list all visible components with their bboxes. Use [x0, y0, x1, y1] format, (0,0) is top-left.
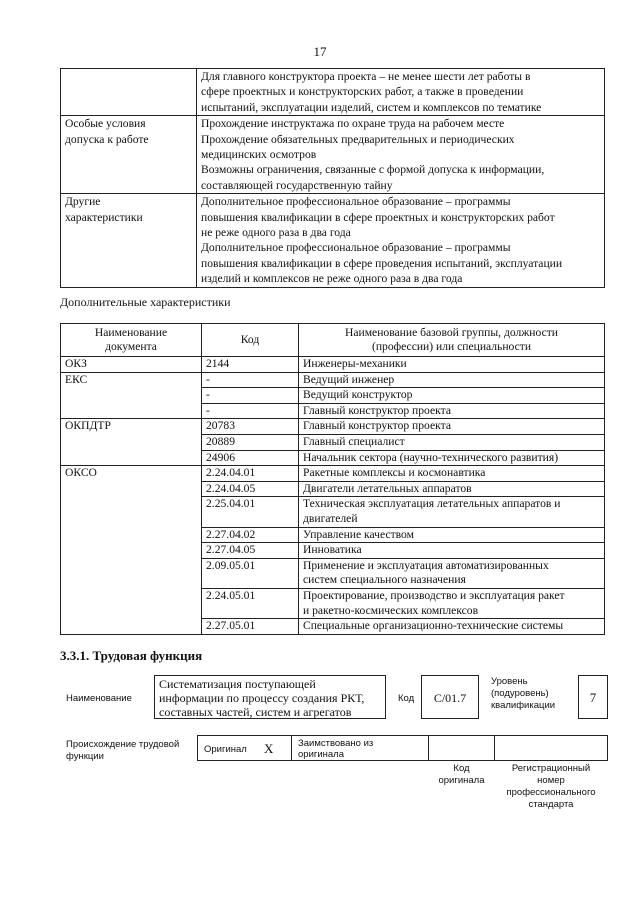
- group-name-line: Проектирование, производство и эксплуатация ракет: [303, 588, 565, 602]
- group-name-cell: [299, 357, 605, 373]
- caption-line: Регистрационный: [511, 763, 591, 774]
- original-mark: X: [264, 741, 274, 756]
- table-row: [61, 372, 605, 388]
- origin-label-line: Происхождение трудовой: [66, 739, 180, 750]
- condition-text-line: изделий и комплексов не реже одного раза в два года: [201, 272, 463, 286]
- code-cell: 2.27.05.01: [202, 619, 299, 635]
- code-cell: 2144: [202, 357, 299, 373]
- conditions-row: [61, 194, 605, 287]
- code-cell: -: [202, 403, 299, 419]
- group-name-line: Применение и эксплуатация автоматизированных: [303, 558, 549, 572]
- origin-label: [66, 739, 179, 763]
- group-name-cell: [299, 372, 605, 388]
- registration-number-caption: [494, 763, 608, 811]
- group-name-line: Главный конструктор проекта: [303, 419, 451, 433]
- group-name-line: Специальные организационно-технические системы: [303, 619, 564, 633]
- group-name-cell: [299, 481, 605, 497]
- qualification-level-label: [491, 676, 555, 712]
- condition-text-line: Для главного конструктора проекта – не менее шести лет работы в: [201, 70, 531, 83]
- code-cell: 2.24.04.01: [202, 466, 299, 482]
- group-name-cell: [299, 588, 605, 618]
- code-cell: 2.09.05.01: [202, 558, 299, 588]
- group-name-line: систем специального назначения: [303, 573, 466, 587]
- group-name-line: Ведущий инженер: [303, 372, 395, 386]
- header-line: Наименование базовой группы, должности: [344, 326, 558, 339]
- group-name-cell: [299, 419, 605, 435]
- group-name-line: Инноватика: [303, 543, 362, 557]
- group-name-line: Ведущий конструктор: [303, 388, 413, 402]
- condition-text-line: составляющей государственную тайну: [201, 178, 393, 192]
- condition-text-line: повышения квалификации в сфере проведения испытаний, эксплуатации: [201, 256, 563, 270]
- group-name-line: Главный специалист: [303, 434, 405, 448]
- function-name-line: информации по процессу создания РКТ,: [159, 691, 365, 705]
- group-name-line: Инженеры-механики: [303, 357, 407, 370]
- conditions-row: [61, 116, 605, 194]
- caption-line: стандарта: [528, 799, 574, 810]
- original-code-cell: [428, 735, 495, 761]
- condition-text-line: сфере проектных и конструкторских работ, а также в проведении: [201, 85, 524, 99]
- function-name-line: составных частей, систем и агрегатов: [159, 705, 352, 719]
- code-cell: 20889: [202, 434, 299, 450]
- page-number: 17: [313, 44, 327, 59]
- code-cell: 2.27.04.05: [202, 543, 299, 559]
- condition-text-line: Возможны ограничения, связанные с формой допуска к информации,: [201, 163, 545, 177]
- header-line: Код: [240, 333, 260, 346]
- group-name-cell: [299, 558, 605, 588]
- function-code-box: C/01.7: [421, 675, 479, 719]
- condition-label-line: характеристики: [65, 210, 143, 224]
- group-name-cell: [299, 543, 605, 559]
- code-cell: 2.24.04.05: [202, 481, 299, 497]
- header-line: (профессии) или специальности: [371, 340, 532, 353]
- group-name-line: Ракетные комплексы и космонавтика: [303, 466, 486, 480]
- registration-number-cell: [494, 735, 608, 761]
- condition-text-line: Дополнительное профессиональное образование – программы: [201, 241, 511, 255]
- document-cell: ЕКС: [61, 372, 202, 419]
- code-cell: 2.24.05.01: [202, 588, 299, 618]
- code-label: Код: [398, 693, 415, 704]
- condition-value-cell: [197, 69, 605, 116]
- borrowed-cell: [291, 735, 429, 761]
- origin-label-line: функции: [66, 751, 104, 762]
- group-name-line: и ракетно-космических комплексов: [303, 603, 479, 617]
- group-name-cell: [299, 527, 605, 543]
- condition-label-cell: [61, 69, 197, 116]
- caption-line: профессионального: [506, 787, 596, 798]
- conditions-row: [61, 69, 605, 116]
- labor-function-title: 3.3.1. Трудовая функция: [60, 648, 203, 663]
- header-code: [202, 324, 299, 357]
- group-name-line: Главный конструктор проекта: [303, 403, 451, 417]
- header-line: Наименование: [94, 326, 168, 339]
- function-name-box: [154, 675, 386, 719]
- code-cell: -: [202, 388, 299, 404]
- condition-value-cell: [197, 194, 605, 287]
- condition-label-cell: [61, 194, 197, 287]
- additional-characteristics-title: Дополнительные характеристики: [60, 295, 231, 309]
- condition-label-cell: [61, 116, 197, 194]
- level-label-line: квалификации: [491, 700, 556, 711]
- condition-text-line: не реже одного раза в два года: [201, 226, 351, 240]
- condition-label-line: Другие: [65, 195, 101, 209]
- document-cell: ОКПДТР: [61, 419, 202, 466]
- name-label: Наименование: [66, 693, 132, 704]
- condition-value-cell: [197, 116, 605, 194]
- original-cell: [197, 735, 292, 761]
- header-line: документа: [105, 340, 157, 353]
- group-name-cell: [299, 450, 605, 466]
- condition-label-line: Особые условия: [65, 117, 146, 131]
- level-label-line: (подуровень): [491, 688, 549, 699]
- function-name-line: Систематизация поступающей: [159, 677, 316, 691]
- code-cell: -: [202, 372, 299, 388]
- qualification-level-box: 7: [578, 675, 608, 719]
- header-group-name: [299, 324, 605, 357]
- original-code-caption: [428, 763, 495, 787]
- group-name-cell: [299, 434, 605, 450]
- group-name-line: Техническая эксплуатация летательных аппаратов и: [303, 497, 561, 511]
- condition-text-line: Прохождение инструктажа по охране труда на рабочем месте: [201, 117, 505, 131]
- group-name-cell: [299, 388, 605, 404]
- borrowed-label-line: Заимствовано из: [298, 738, 374, 749]
- caption-line: оригинала: [438, 775, 485, 786]
- caption-line: номер: [537, 775, 565, 786]
- group-name-cell: [299, 403, 605, 419]
- table-row: [61, 466, 605, 482]
- table-row: [61, 357, 605, 373]
- original-label: Оригинал: [204, 744, 247, 755]
- condition-text-line: повышения квалификации в сфере проектных и конструкторских работ: [201, 210, 555, 224]
- group-name-line: Двигатели летательных аппаратов: [303, 481, 472, 495]
- conditions-table: [60, 68, 605, 288]
- condition-text-line: Прохождение обязательных предварительных и периодических: [201, 132, 515, 146]
- code-cell: 20783: [202, 419, 299, 435]
- group-name-cell: [299, 497, 605, 527]
- group-name-cell: [299, 466, 605, 482]
- code-cell: 2.25.04.01: [202, 497, 299, 527]
- condition-text-line: медицинских осмотров: [201, 148, 317, 162]
- code-cell: 2.27.04.02: [202, 527, 299, 543]
- condition-label-line: допуска к работе: [65, 132, 149, 146]
- condition-text-line: Дополнительное профессиональное образование – программы: [201, 195, 511, 209]
- code-cell: 24906: [202, 450, 299, 466]
- table-row: [61, 419, 605, 435]
- group-name-cell: [299, 619, 605, 635]
- condition-text-line: испытаний, эксплуатации изделий, систем и комплексов по тематике: [201, 100, 542, 114]
- borrowed-label-line: оригинала: [298, 749, 345, 760]
- header-document: [61, 324, 202, 357]
- group-name-line: Начальник сектора (научно-технического развития): [303, 450, 559, 464]
- additional-characteristics-table: [60, 323, 605, 635]
- document-cell: ОКЗ: [61, 357, 202, 373]
- document-cell: ОКСО: [61, 466, 202, 635]
- borrowed-label: [298, 738, 373, 760]
- group-name-line: двигателей: [303, 511, 358, 525]
- group-name-line: Управление качеством: [303, 527, 414, 541]
- caption-line: Код: [453, 763, 470, 774]
- level-label-line: Уровень: [491, 676, 528, 687]
